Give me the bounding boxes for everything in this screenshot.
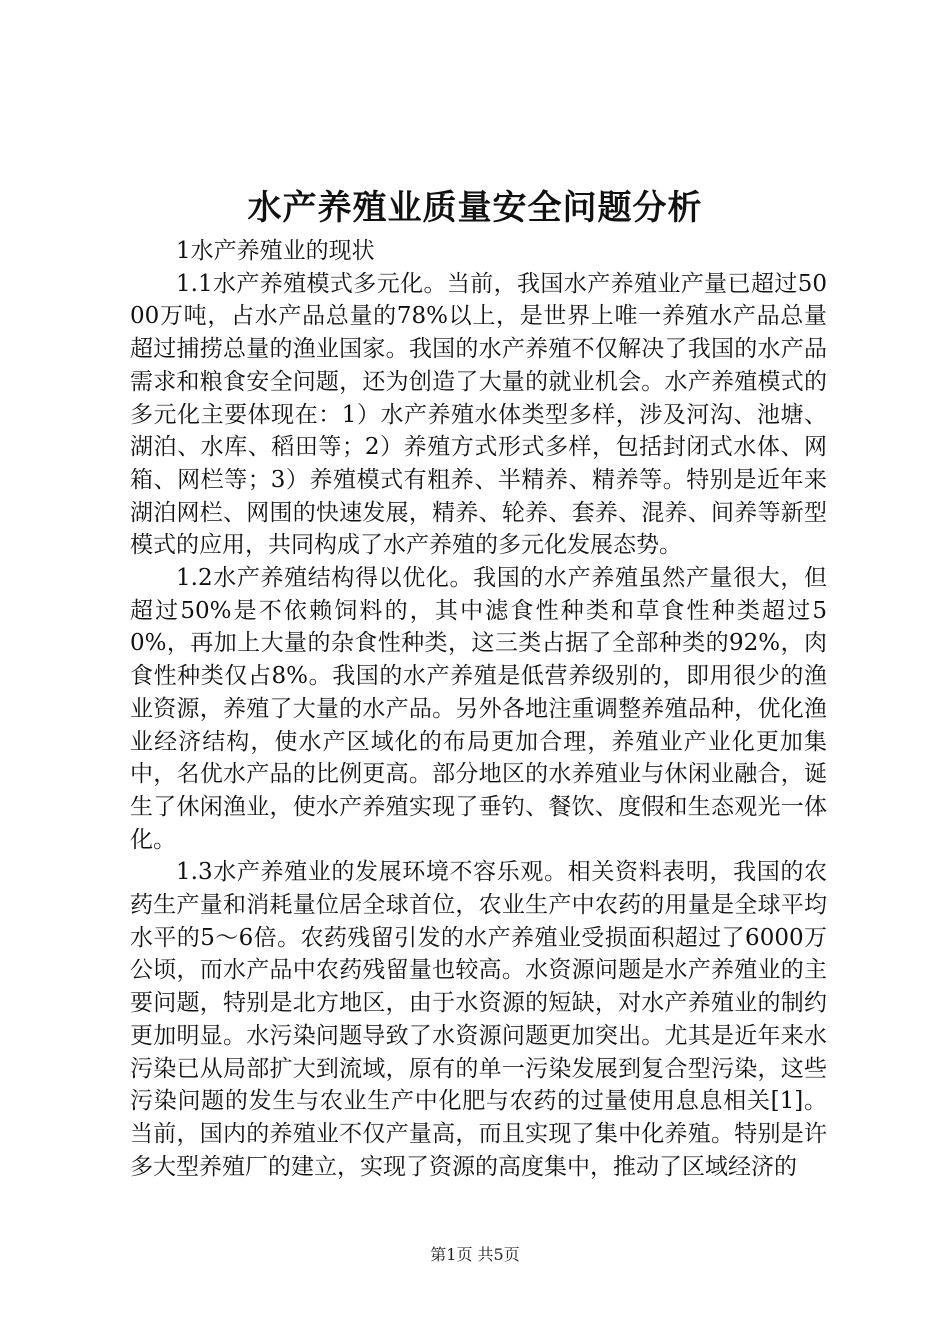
page-title: 水产养殖业质量安全问题分析 [247, 188, 703, 228]
paragraph-1-3: 1.3水产养殖业的发展环境不容乐观。相关资料表明，我国的农药生产量和消耗量位居全球首位，农业生产中农药的用量是全球平均水平的5～6倍。农药残留引发的水产养殖业受损面积超过了6000万公顷，而水产品中农药残留量也较高。水资源问题是水产养殖业的主要问题，特别是北方地区，由于水资源的短缺，对水产养殖业的制约更加明显。水污染问题导致了水资源问题更加突出。尤其是近年来水污染已从局部扩大到流域，原有的单一污染发展到复合型污染，这些污染问题的发生与农业生产中化肥与农药的过量使用息息相关[1]。当前，国内的养殖业不仅产量高，而且实现了集中化养殖。特别是许多大型养殖厂的建立，实现了资源的高度集中，推动了区域经济的 [130, 859, 827, 1180]
page-footer: 第1页 共5页 [430, 1245, 520, 1264]
paragraph-1-1: 1.1水产养殖模式多元化。当前，我国水产养殖业产量已超过5000万吨，占水产品总量的78%以上，是世界上唯一养殖水产品总量超过捕捞总量的渔业国家。我国的水产养殖不仅解决了我国的水产品需求和粮食安全问题，还为创造了大量的就业机会。水产养殖模式的多元化主要体现在：1）水产养殖水体类型多样，涉及河沟、池塘、湖泊、水库、稻田等；2）养殖方式形式多样，包括封闭式水体、网箱、网栏等；3）养殖模式有粗养、半精养、精养等。特别是近年来湖泊网栏、网围的快速发展，精养、轮养、套养、混养、间养等新型模式的应用，共同构成了水产养殖的多元化发展态势。 [130, 270, 827, 559]
section-heading: 1水产养殖业的现状 [176, 238, 375, 264]
document-body [130, 235, 827, 1183]
paragraph-1-2: 1.2水产养殖结构得以优化。我国的水产养殖虽然产量很大，但超过50%是不依赖饲料的，其中滤食性种类和草食性种类超过50%，再加上大量的杂食性种类，这三类占据了全部种类的92%，肉食性种类仅占8%。我国的水产养殖是低营养级别的，即用很少的渔业资源，养殖了大量的水产品。另外各地注重调整养殖品种，优化渔业经济结构，使水产区域化的布局更加合理，养殖业产业化更加集中，名优水产品的比例更高。部分地区的水养殖业与休闲业融合，诞生了休闲渔业，使水产养殖实现了垂钓、餐饮、度假和生态观光一体化。 [130, 565, 827, 853]
